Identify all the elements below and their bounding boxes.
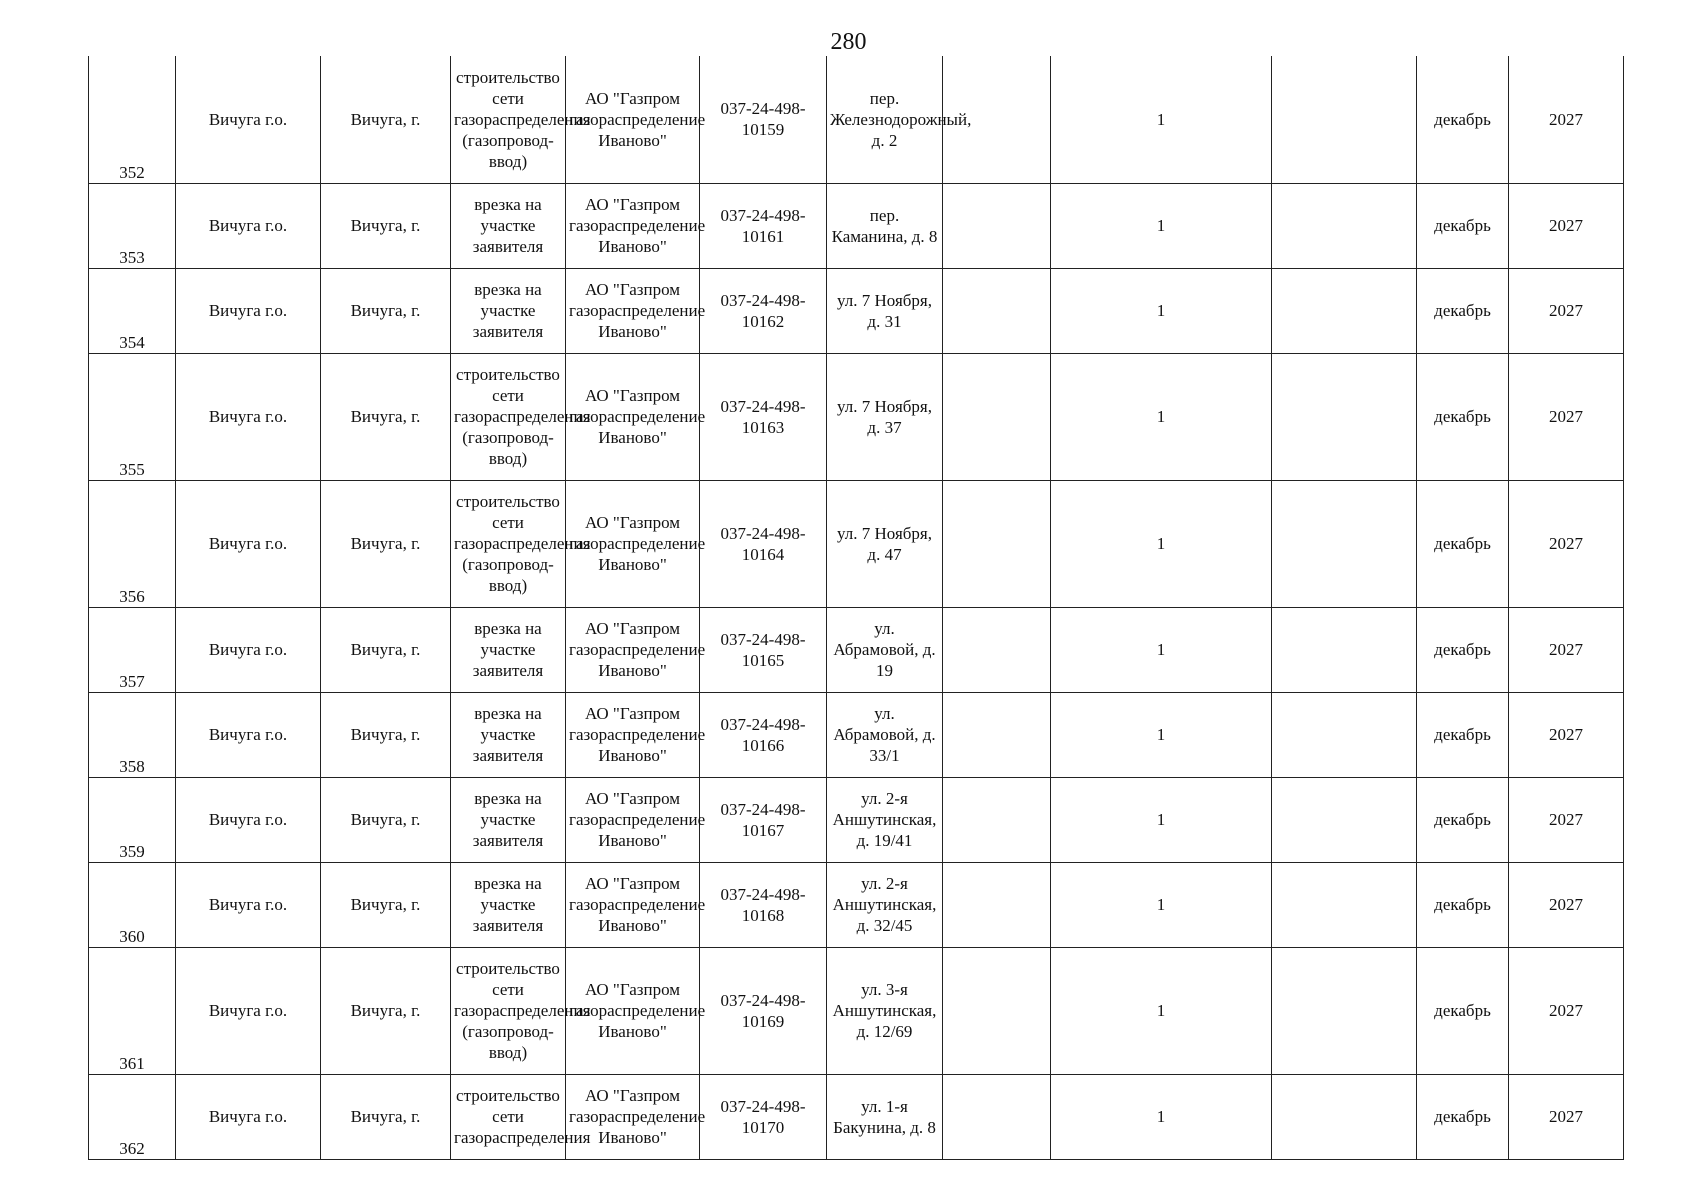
work-type-cell — [451, 947, 591, 1074]
quantity-cell — [1051, 353, 1272, 480]
address-cell-text: пер. Каманина, д. 8 — [831, 205, 938, 246]
row-number-cell-text: 355 — [119, 459, 145, 479]
year-cell-text: 2027 — [1549, 895, 1583, 914]
district-cell-text: Вичуга г.о. — [208, 1107, 288, 1126]
address-cell-text: ул. 7 Ноября, д. 47 — [837, 523, 932, 564]
code-cell-text: 037-24-498-10159 — [720, 99, 806, 140]
year-cell-text: 2027 — [1549, 216, 1583, 235]
locality-cell-text: Вичуга, г. — [350, 640, 421, 659]
code-cell-text: 037-24-498-10164 — [720, 523, 806, 564]
year-cell-text: 2027 — [1549, 810, 1583, 829]
month-cell — [1417, 607, 1509, 692]
empty-cell — [943, 862, 1051, 947]
year-cell — [1509, 1074, 1624, 1159]
work-type-cell-text: строительство сети газораспределения (газопровод-ввод) — [454, 365, 591, 468]
address-cell — [827, 353, 943, 480]
month-cell — [1417, 480, 1509, 607]
month-cell-text: декабрь — [1434, 895, 1491, 914]
table-row — [89, 183, 1624, 268]
year-cell — [1509, 183, 1624, 268]
address-cell-text: ул. 7 Ноября, д. 31 — [837, 290, 932, 331]
work-type-cell-text: врезка на участке заявителя — [472, 704, 544, 765]
month-cell-text: декабрь — [1434, 640, 1491, 659]
row-number-cell — [89, 1074, 176, 1159]
address-cell-text: ул. 2-я Аншутинская, д. 32/45 — [832, 874, 937, 935]
table-row — [89, 607, 1624, 692]
organization-cell — [566, 777, 706, 862]
locality-cell — [321, 353, 451, 480]
district-cell — [176, 268, 321, 353]
code-cell-text: 037-24-498-10170 — [720, 1096, 806, 1137]
row-number-cell — [89, 56, 176, 183]
locality-cell — [321, 268, 451, 353]
quantity-cell-text: 1 — [1156, 810, 1166, 829]
address-cell-text: пер. Железнодорожный, д. 2 — [830, 88, 972, 150]
empty-cell — [943, 268, 1051, 353]
row-number-cell — [89, 183, 176, 268]
district-cell-text: Вичуга г.о. — [208, 534, 288, 553]
row-number-cell-text: 357 — [119, 671, 145, 691]
address-cell — [827, 268, 943, 353]
work-type-cell — [451, 183, 566, 268]
empty-cell — [1272, 268, 1417, 353]
year-cell-text: 2027 — [1549, 534, 1583, 553]
district-cell — [176, 692, 321, 777]
quantity-cell-text: 1 — [1156, 1001, 1166, 1020]
organization-cell — [566, 947, 706, 1074]
month-cell-text: декабрь — [1434, 725, 1491, 744]
work-type-cell — [451, 777, 566, 862]
table-row — [89, 56, 1624, 183]
locality-cell-text: Вичуга, г. — [350, 301, 421, 320]
empty-cell — [1272, 947, 1417, 1074]
quantity-cell — [1051, 692, 1272, 777]
district-cell — [176, 777, 321, 862]
year-cell — [1509, 56, 1624, 183]
work-type-cell-text: врезка на участке заявителя — [472, 280, 544, 341]
empty-cell — [943, 607, 1051, 692]
month-cell — [1417, 1074, 1509, 1159]
month-cell — [1417, 183, 1509, 268]
quantity-cell — [1051, 607, 1272, 692]
quantity-cell-text: 1 — [1156, 534, 1166, 553]
organization-cell — [566, 862, 706, 947]
month-cell — [1417, 777, 1509, 862]
organization-cell — [566, 268, 706, 353]
work-type-cell — [451, 862, 566, 947]
organization-cell-text: АО "Газпром газораспределение Иваново" — [569, 195, 706, 256]
work-type-cell-text: врезка на участке заявителя — [472, 619, 544, 680]
organization-cell-text: АО "Газпром газораспределение Иваново" — [569, 88, 706, 150]
row-number-cell — [89, 353, 176, 480]
work-type-cell-text: врезка на участке заявителя — [472, 789, 544, 850]
work-type-cell — [451, 1074, 591, 1159]
work-type-cell — [451, 353, 591, 480]
organization-cell-text: АО "Газпром газораспределение Иваново" — [569, 1086, 706, 1147]
month-cell — [1417, 692, 1509, 777]
table-row — [89, 862, 1624, 947]
address-cell-text: ул. 3-я Аншутинская, д. 12/69 — [832, 980, 937, 1041]
code-cell — [700, 947, 827, 1074]
locality-cell-text: Вичуга, г. — [350, 216, 421, 235]
code-cell — [700, 268, 827, 353]
district-cell — [176, 353, 321, 480]
year-cell — [1509, 607, 1624, 692]
month-cell-text: декабрь — [1434, 301, 1491, 320]
locality-cell-text: Вичуга, г. — [350, 109, 421, 129]
organization-cell-text: АО "Газпром газораспределение Иваново" — [569, 619, 706, 680]
empty-cell — [1272, 692, 1417, 777]
row-number-cell — [89, 607, 176, 692]
work-type-cell — [451, 56, 591, 183]
district-cell — [176, 947, 321, 1074]
organization-cell-text: АО "Газпром газораспределение Иваново" — [569, 386, 706, 447]
address-cell-text: ул. 1-я Бакунина, д. 8 — [833, 1096, 936, 1137]
quantity-cell-text: 1 — [1156, 407, 1166, 426]
address-cell-text: ул. 2-я Аншутинская, д. 19/41 — [832, 789, 937, 850]
page-number: 280 — [830, 29, 867, 55]
locality-cell-text: Вичуга, г. — [350, 810, 421, 829]
quantity-cell — [1051, 1074, 1272, 1159]
address-cell — [827, 480, 943, 607]
code-cell — [700, 353, 827, 480]
locality-cell-text: Вичуга, г. — [350, 1107, 421, 1126]
work-type-cell — [451, 692, 566, 777]
organization-cell-text: АО "Газпром газораспределение Иваново" — [569, 980, 706, 1041]
table-row — [89, 480, 1624, 607]
row-number-cell-text: 352 — [119, 162, 145, 182]
code-cell — [700, 1074, 827, 1159]
empty-cell — [1272, 777, 1417, 862]
month-cell-text: декабрь — [1434, 407, 1491, 426]
locality-cell-text: Вичуга, г. — [350, 407, 421, 426]
district-cell-text: Вичуга г.о. — [208, 895, 288, 914]
work-type-cell-text: врезка на участке заявителя — [472, 195, 544, 256]
organization-cell — [566, 353, 706, 480]
locality-cell — [321, 1074, 451, 1159]
code-cell-text: 037-24-498-10165 — [720, 629, 806, 670]
empty-cell — [1272, 353, 1417, 480]
empty-cell — [943, 692, 1051, 777]
month-cell-text: декабрь — [1434, 1001, 1491, 1020]
locality-cell — [321, 607, 451, 692]
locality-cell-text: Вичуга, г. — [350, 1001, 421, 1020]
organization-cell — [566, 183, 706, 268]
row-number-cell-text: 353 — [119, 247, 145, 267]
table-row — [89, 947, 1624, 1074]
address-cell-text: ул. Абрамовой, д. 33/1 — [833, 704, 936, 765]
year-cell-text: 2027 — [1549, 407, 1583, 426]
organization-cell-text: АО "Газпром газораспределение Иваново" — [569, 704, 706, 765]
row-number-cell — [89, 692, 176, 777]
year-cell-text: 2027 — [1549, 109, 1583, 129]
quantity-cell-text: 1 — [1156, 216, 1166, 235]
address-cell — [827, 947, 943, 1074]
month-cell — [1417, 268, 1509, 353]
district-cell — [176, 1074, 321, 1159]
work-type-cell — [451, 480, 591, 607]
address-cell — [827, 862, 943, 947]
table-row — [89, 353, 1624, 480]
quantity-cell — [1051, 480, 1272, 607]
quantity-cell-text: 1 — [1156, 640, 1166, 659]
year-cell-text: 2027 — [1549, 301, 1583, 320]
work-type-cell-text: строительство сети газораспределения — [454, 1086, 591, 1147]
code-cell — [700, 777, 827, 862]
work-type-cell — [451, 268, 566, 353]
empty-cell — [1272, 862, 1417, 947]
locality-cell-text: Вичуга, г. — [350, 534, 421, 553]
code-cell-text: 037-24-498-10168 — [720, 884, 806, 925]
locality-cell — [321, 56, 451, 183]
code-cell — [700, 692, 827, 777]
district-cell-text: Вичуга г.о. — [208, 810, 288, 829]
locality-cell — [321, 862, 451, 947]
code-cell — [700, 862, 827, 947]
district-cell-text: Вичуга г.о. — [208, 109, 288, 129]
empty-cell — [943, 777, 1051, 862]
row-number-cell — [89, 862, 176, 947]
row-number-cell — [89, 480, 176, 607]
address-cell — [827, 607, 943, 692]
organization-cell — [566, 692, 706, 777]
code-cell — [700, 480, 827, 607]
year-cell — [1509, 692, 1624, 777]
work-type-cell-text: врезка на участке заявителя — [472, 874, 544, 935]
empty-cell — [1272, 56, 1417, 183]
code-cell — [700, 607, 827, 692]
month-cell — [1417, 862, 1509, 947]
row-number-cell-text: 361 — [119, 1053, 145, 1073]
month-cell-text: декабрь — [1434, 109, 1491, 129]
month-cell-text: декабрь — [1434, 1107, 1491, 1126]
organization-cell — [566, 56, 706, 183]
district-cell-text: Вичуга г.о. — [208, 640, 288, 659]
organization-cell-text: АО "Газпром газораспределение Иваново" — [569, 513, 706, 574]
quantity-cell — [1051, 777, 1272, 862]
organization-cell — [566, 607, 706, 692]
district-cell — [176, 862, 321, 947]
organization-cell-text: АО "Газпром газораспределение Иваново" — [569, 874, 706, 935]
month-cell-text: декабрь — [1434, 216, 1491, 235]
month-cell-text: декабрь — [1434, 534, 1491, 553]
locality-cell — [321, 183, 451, 268]
quantity-cell — [1051, 268, 1272, 353]
row-number-cell-text: 359 — [119, 841, 145, 861]
year-cell-text: 2027 — [1549, 1107, 1583, 1126]
quantity-cell — [1051, 56, 1272, 183]
address-cell-text: ул. Абрамовой, д. 19 — [833, 619, 936, 680]
month-cell — [1417, 353, 1509, 480]
district-cell — [176, 56, 321, 183]
locality-cell — [321, 777, 451, 862]
district-cell-text: Вичуга г.о. — [208, 301, 288, 320]
row-number-cell — [89, 947, 176, 1074]
organization-cell — [566, 480, 706, 607]
row-number-cell-text: 362 — [119, 1138, 145, 1158]
year-cell — [1509, 268, 1624, 353]
year-cell — [1509, 777, 1624, 862]
row-number-cell-text: 356 — [119, 586, 145, 606]
row-number-cell — [89, 777, 176, 862]
empty-cell — [1272, 480, 1417, 607]
empty-cell — [943, 1074, 1051, 1159]
year-cell-text: 2027 — [1549, 725, 1583, 744]
address-cell — [827, 1074, 943, 1159]
work-type-cell-text: строительство сети газораспределения (газопровод-ввод) — [454, 492, 591, 595]
code-cell-text: 037-24-498-10166 — [720, 714, 806, 755]
empty-cell — [943, 353, 1051, 480]
code-cell — [700, 56, 827, 183]
quantity-cell — [1051, 862, 1272, 947]
address-cell — [827, 183, 943, 268]
code-cell-text: 037-24-498-10162 — [720, 290, 806, 331]
year-cell — [1509, 947, 1624, 1074]
district-cell-text: Вичуга г.о. — [208, 1001, 288, 1020]
code-cell-text: 037-24-498-10167 — [720, 799, 806, 840]
organization-cell-text: АО "Газпром газораспределение Иваново" — [569, 280, 706, 341]
address-cell — [827, 777, 943, 862]
organization-cell-text: АО "Газпром газораспределение Иваново" — [569, 789, 706, 850]
year-cell — [1509, 480, 1624, 607]
quantity-cell-text: 1 — [1156, 301, 1166, 320]
year-cell — [1509, 353, 1624, 480]
month-cell — [1417, 56, 1509, 183]
work-type-cell-text: строительство сети газораспределения (газопровод-ввод) — [454, 67, 591, 171]
empty-cell — [943, 947, 1051, 1074]
address-cell — [827, 692, 943, 777]
locality-cell-text: Вичуга, г. — [350, 895, 421, 914]
work-type-cell-text: строительство сети газораспределения (газопровод-ввод) — [454, 959, 591, 1062]
row-number-cell-text: 360 — [119, 926, 145, 946]
quantity-cell-text: 1 — [1156, 725, 1166, 744]
table-row — [89, 777, 1624, 862]
row-number-cell-text: 354 — [119, 332, 145, 352]
registry-table — [88, 56, 1624, 1160]
district-cell-text: Вичуга г.о. — [208, 216, 288, 235]
district-cell — [176, 607, 321, 692]
district-cell-text: Вичуга г.о. — [208, 407, 288, 426]
address-cell — [827, 56, 972, 183]
district-cell — [176, 183, 321, 268]
code-cell-text: 037-24-498-10169 — [720, 990, 806, 1031]
quantity-cell — [1051, 947, 1272, 1074]
district-cell-text: Вичуга г.о. — [208, 725, 288, 744]
empty-cell — [1272, 183, 1417, 268]
code-cell-text: 037-24-498-10163 — [720, 396, 806, 437]
empty-cell — [1272, 607, 1417, 692]
address-cell-text: ул. 7 Ноября, д. 37 — [837, 396, 932, 437]
quantity-cell-text: 1 — [1156, 895, 1166, 914]
month-cell — [1417, 947, 1509, 1074]
empty-cell — [943, 480, 1051, 607]
code-cell-text: 037-24-498-10161 — [720, 205, 806, 246]
locality-cell — [321, 692, 451, 777]
code-cell — [700, 183, 827, 268]
row-number-cell — [89, 268, 176, 353]
table-row — [89, 1074, 1624, 1159]
month-cell-text: декабрь — [1434, 810, 1491, 829]
quantity-cell-text: 1 — [1156, 1107, 1166, 1126]
quantity-cell — [1051, 183, 1272, 268]
quantity-cell-text: 1 — [1156, 109, 1166, 129]
empty-cell — [1272, 1074, 1417, 1159]
table-row — [89, 268, 1624, 353]
locality-cell-text: Вичуга, г. — [350, 725, 421, 744]
row-number-cell-text: 358 — [119, 756, 145, 776]
year-cell-text: 2027 — [1549, 1001, 1583, 1020]
locality-cell — [321, 480, 451, 607]
year-cell-text: 2027 — [1549, 640, 1583, 659]
table-row — [89, 692, 1624, 777]
empty-cell — [943, 183, 1051, 268]
district-cell — [176, 480, 321, 607]
locality-cell — [321, 947, 451, 1074]
work-type-cell — [451, 607, 566, 692]
year-cell — [1509, 862, 1624, 947]
